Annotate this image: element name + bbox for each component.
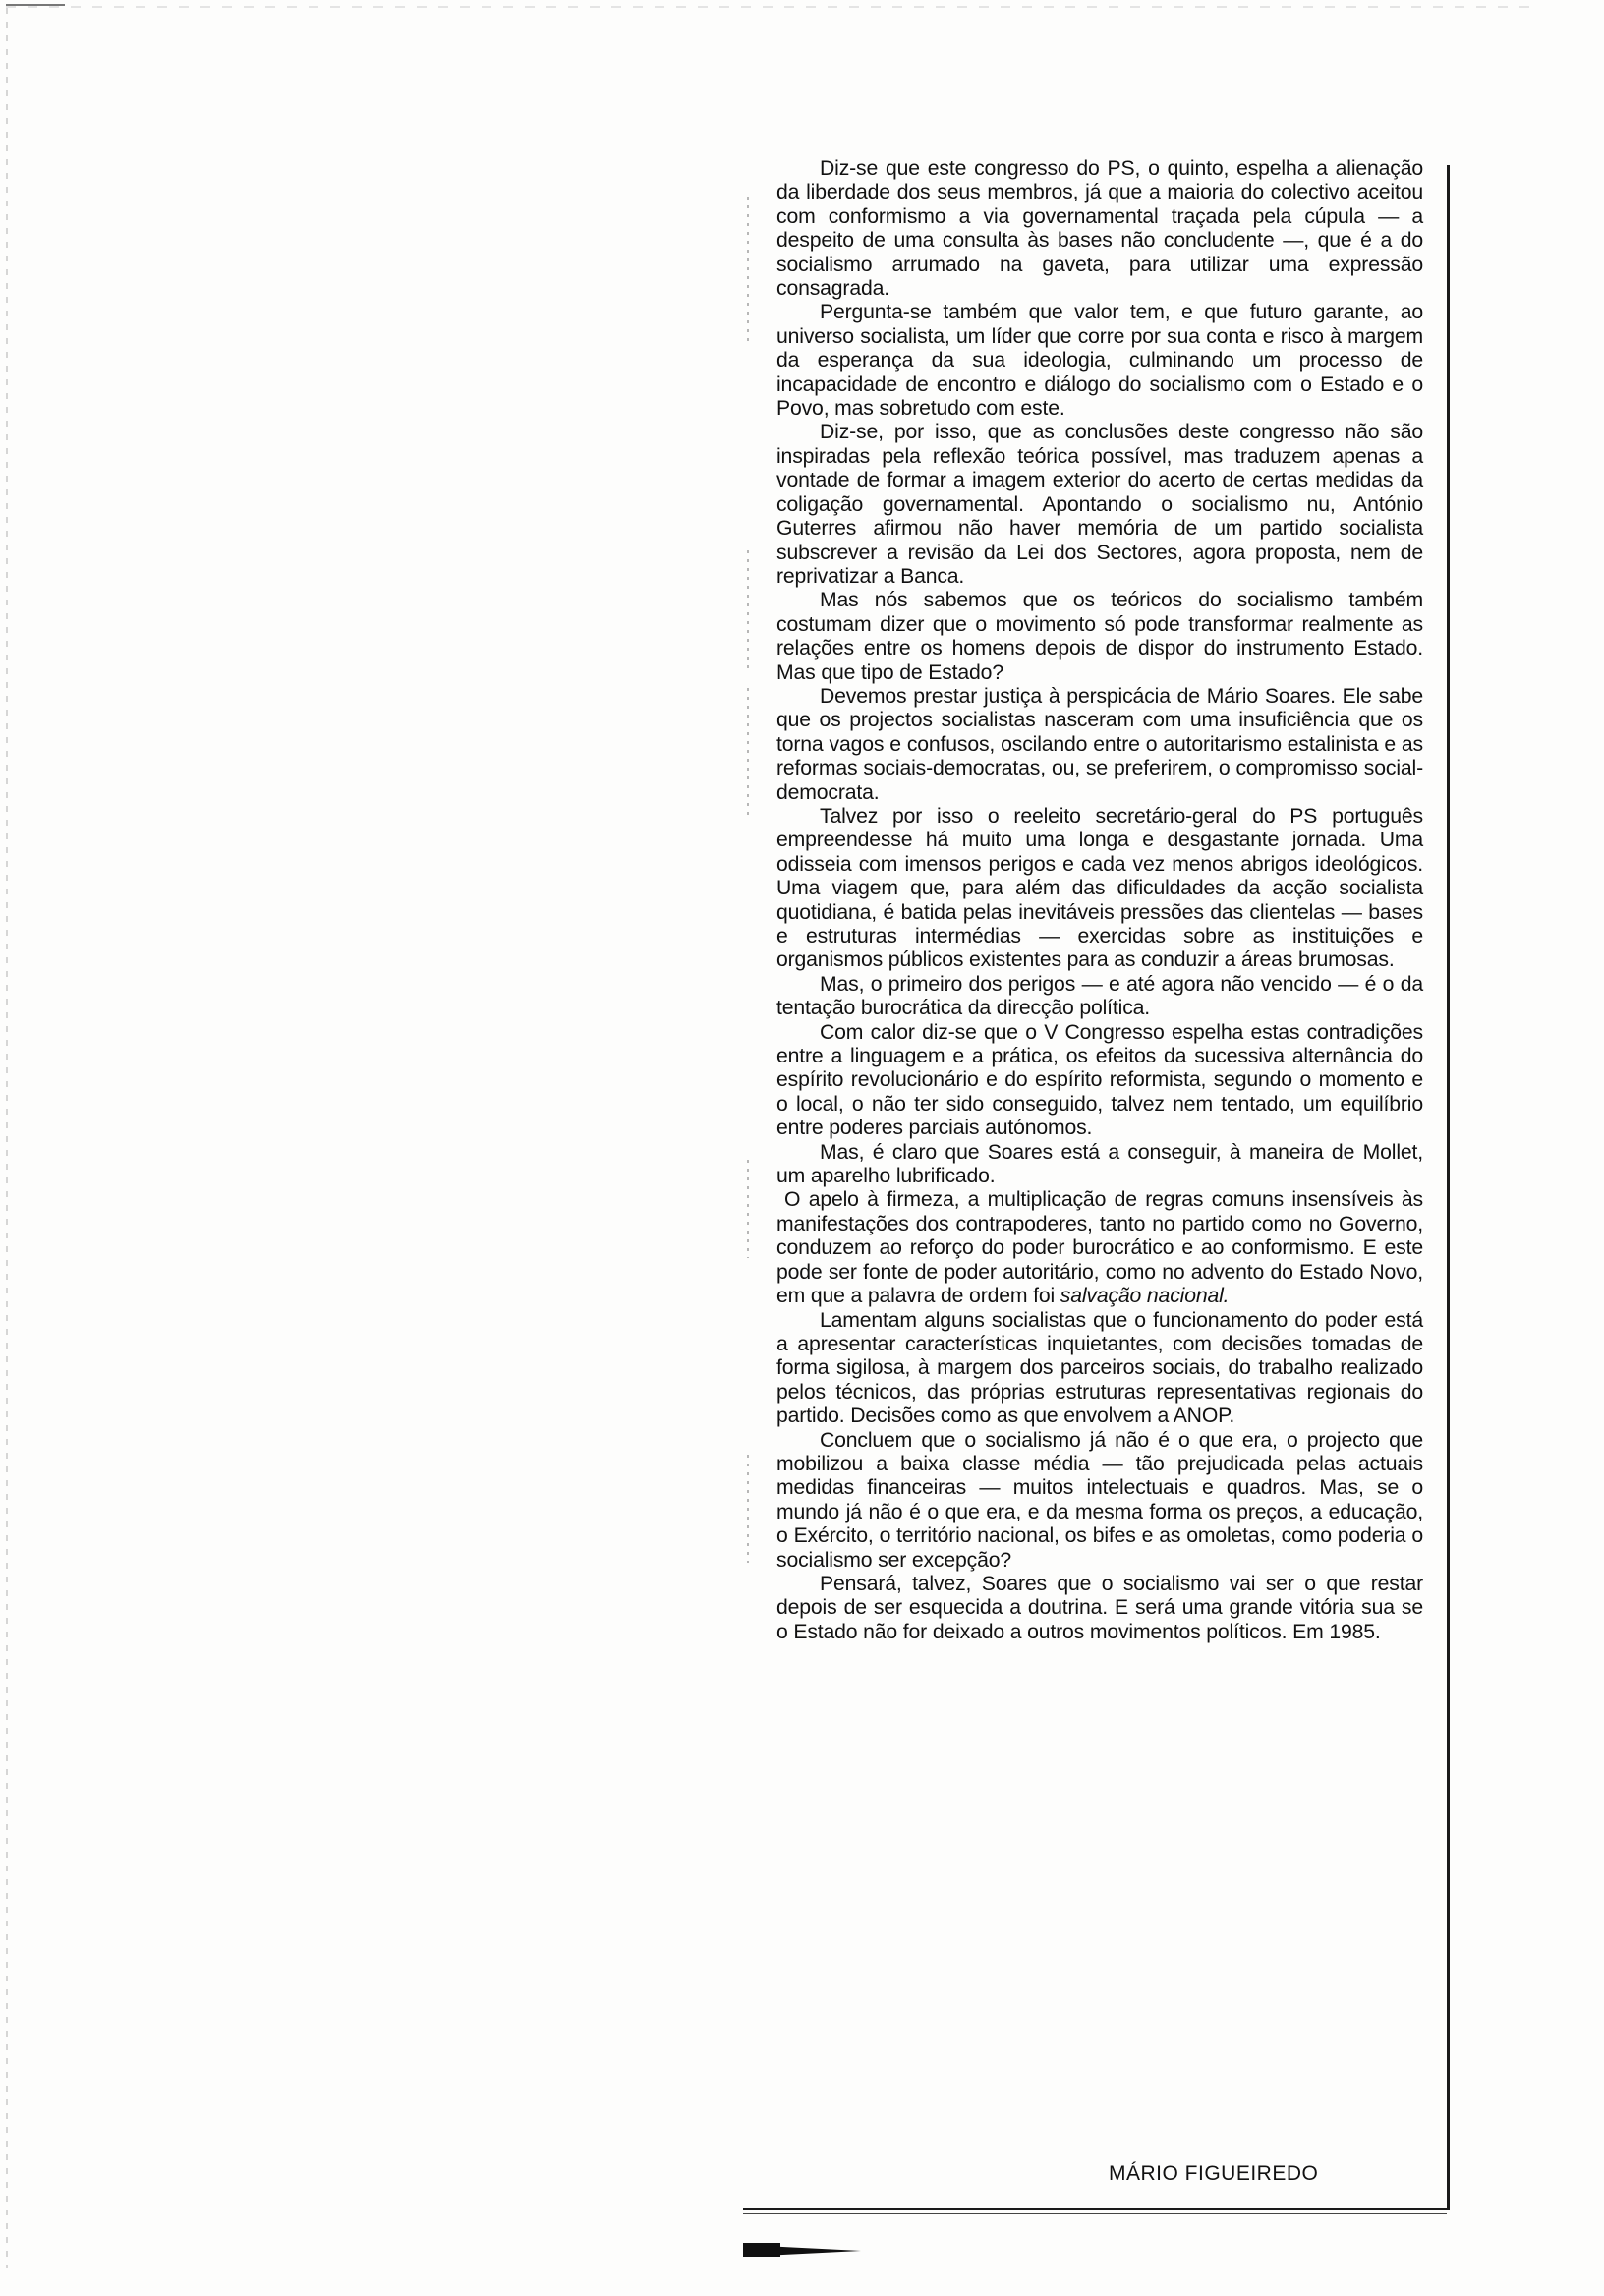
article-paragraph: Mas, é claro que Soares está a conseguir, à maneira de Mollet, um aparelho lubrificado. [776, 1140, 1423, 1188]
italic-phrase: salvação nacional. [1060, 1285, 1230, 1308]
column-rule-right [1447, 165, 1450, 2210]
article-paragraph: Concluem que o socialismo já não é o que era, o projecto que mobilizou a baixa classe média — tão prejudicada pelas actuais medidas financeiras — muitos intelectuais e quadros. Mas, se o mundo já não é o que era, e da mesma forma os preços, a educação, o Exército, o território nacional, os bifes e as omoletas, como poderia o socialismo ser excepção? [776, 1428, 1423, 1572]
article-paragraph: Mas, o primeiro dos perigos — e até agora não vencido — é o da tentação burocrática da direcção política. [776, 972, 1423, 1020]
gutter-mark [747, 197, 749, 344]
article-body [776, 157, 1423, 1644]
author-signature: MÁRIO FIGUEIREDO [1109, 2162, 1319, 2185]
gutter-mark [747, 688, 749, 816]
article-paragraph: Pensará, talvez, Soares que o socialismo vai ser o que restar depois de ser esquecida a doutrina. E será uma grande vitória sua se o Estado não for deixado a outros movimentos políticos. Em 1985. [776, 1572, 1423, 1643]
article-paragraph: Pergunta-se também que valor tem, e que futuro garante, ao universo socialista, um líder que corre por sua conta e risco à margem da esperança da sua ideologia, culminando um processo de incapacidade de encontro e diálogo do socialismo com o Estado e o Povo, mas sobretudo com este. [776, 301, 1423, 421]
article-paragraph: Diz-se, por isso, que as conclusões deste congresso não são inspiradas pela reflexão teórica possível, mas traduzem apenas a vontade de formar a imagem exterior do acerto de certas medidas da coligação governamental. Apontando o socialismo nu, António Guterres afirmou não haver memória de um partido socialista subscrever a revisão da Lei dos Sectores, agora proposta, nem de reprivatizar a Banca. [776, 421, 1423, 588]
scan-edge-left [6, 8, 8, 2268]
gutter-mark [747, 550, 749, 668]
gutter-mark [747, 1160, 749, 1258]
column-rule-bottom-thin [743, 2213, 1447, 2214]
article-paragraph: Devemos prestar justiça à perspicácia de Mário Soares. Ele sabe que os projectos socialistas nasceram com uma insuficiência que os torna vagos e confusos, oscilando entre o autoritarismo estalinista e as reformas sociais-democratas, ou, se preferirem, o compromisso social-democrata. [776, 684, 1423, 804]
gutter-mark [747, 1455, 749, 1563]
end-arrow-icon [743, 2245, 861, 2257]
article-paragraph: Diz-se que este congresso do PS, o quinto, espelha a alienação da liberdade dos seus membros, já que a maioria do colectivo aceitou com conformismo a via governamental traçada pela cúpula — a despeito de uma consulta às bases não concludente —, que é a do socialismo arrumado na gaveta, para utilizar uma expressão consagrada. [776, 157, 1423, 301]
article-paragraph: Com calor diz-se que o V Congresso espelha estas contradições entre a linguagem e a prática, os efeitos da sucessiva alternância do espírito revolucionário e do espírito reformista, segundo o momento e o local, o não ter sido conseguido, talvez nem tentado, um equilíbrio entre poderes parciais autónomos. [776, 1020, 1423, 1140]
scan-edge-top [6, 6, 1539, 8]
article-paragraph [776, 1188, 1423, 1308]
article-paragraph: Talvez por isso o reeleito secretário-geral do PS português empreendesse há muito uma longa e desgastante jornada. Uma odisseia com imensos perigos e cada vez menos abrigos ideológicos. Uma viagem que, para além das dificuldades da acção socialista quotidiana, é batida pelas inevitáveis pressões das clientelas — bases e estruturas intermédias — exercidas sobre as instituições e organismos públicos existentes para as conduzir a áreas brumosas. [776, 804, 1423, 972]
paragraph-text: O apelo à firmeza, a multiplicação de regras comuns insensíveis às manifestações dos contrapoderes, tanto no partido como no Governo, conduzem ao reforço do poder burocrático e ao conformismo. E este pode ser fonte de poder autoritário, como no advento do Estado Novo, em que a palavra de ordem foi [776, 1188, 1423, 1308]
column-rule-bottom [743, 2208, 1447, 2210]
article-paragraph: Mas nós sabemos que os teóricos do socialismo também costumam dizer que o movimento só pode transformar realmente as relações entre os homens depois de dispor do instrumento Estado. Mas que tipo de Estado? [776, 589, 1423, 684]
article-paragraph: Lamentam alguns socialistas que o funcionamento do poder está a apresentar características inquietantes, com decisões tomadas de forma sigilosa, à margem dos parceiros sociais, do trabalho realizado pelos técnicos, das próprias estruturas representativas regionais do partido. Decisões como as que envolvem a ANOP. [776, 1308, 1423, 1428]
